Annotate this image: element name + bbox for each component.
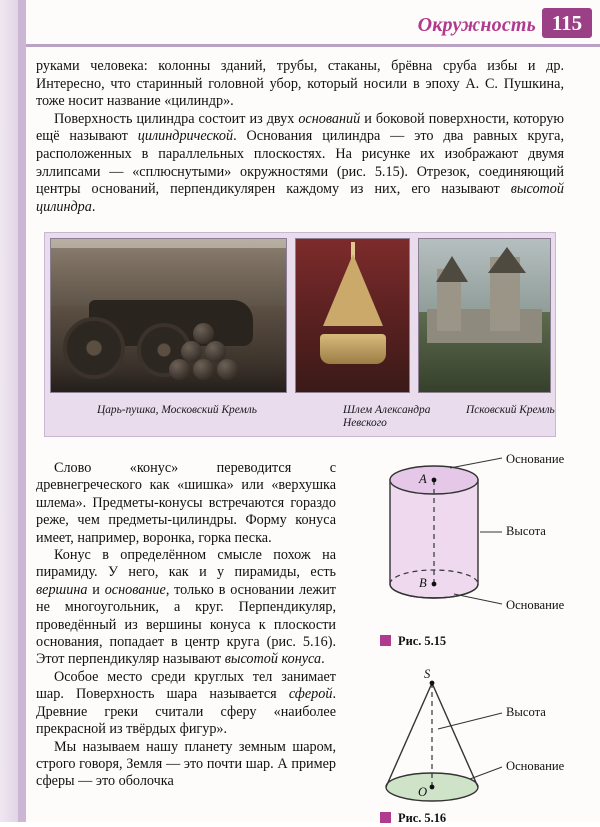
cp2-seg-g: . bbox=[321, 651, 325, 668]
page-header bbox=[26, 0, 600, 46]
cone-drawing bbox=[350, 667, 564, 819]
photo1-cannonball bbox=[181, 341, 202, 362]
col-paragraph-3 bbox=[36, 669, 336, 739]
figure-cylinder-caption bbox=[380, 634, 446, 649]
cp3-seg-c: . Древние греки считали сферу «наиболее прекрасной из твёрдых фигур». bbox=[36, 686, 336, 738]
photo-caption-2: Шлем Александра Невского bbox=[343, 404, 431, 429]
figure-cone-caption-text: Рис. 5.16 bbox=[398, 811, 447, 825]
header-divider bbox=[26, 44, 600, 47]
p2-em-osnovanij: оснований bbox=[298, 110, 361, 127]
photo-pskov-kremlin bbox=[418, 238, 551, 393]
page-number: 115 bbox=[542, 8, 592, 38]
right-figure-column bbox=[350, 452, 564, 827]
photo3-tower-roof bbox=[488, 247, 526, 273]
p2-seg-g: . bbox=[91, 198, 96, 215]
photo-tsar-cannon bbox=[50, 238, 287, 393]
photo2-helmet-band bbox=[320, 334, 386, 364]
photo1-cannonball bbox=[217, 359, 238, 380]
cp2-em-osnovanie: основание bbox=[104, 581, 166, 598]
p2-seg-a: Поверхность цилиндра состоит из двух bbox=[54, 110, 299, 127]
cp2-seg-c: и bbox=[87, 581, 105, 598]
intro-text-block bbox=[36, 58, 564, 216]
photo1-cannonball bbox=[169, 359, 190, 380]
cylinder-point-a: A bbox=[419, 472, 427, 486]
paragraph-1: руками человека: колонны зданий, трубы, стаканы, брёвна сруба избы и др. Интересно, что старинный головной убор, который носили в эпоху А. С. Пушкина, тоже носит название «цилиндр». bbox=[36, 58, 564, 110]
p2-em-vysotoj: высотой цилиндра bbox=[36, 181, 564, 215]
photo-caption-1: Царь-пушка, Московский Кремль bbox=[97, 404, 257, 416]
col-paragraph-2 bbox=[36, 547, 336, 669]
photo2-helmet-cone bbox=[323, 254, 383, 326]
p2-em-cilindricheskoj: цилиндрической bbox=[137, 128, 234, 145]
paragraph-2 bbox=[36, 111, 564, 217]
photo-helmet bbox=[295, 238, 410, 393]
cone-label-base: Основание bbox=[506, 759, 565, 773]
cylinder-label-bottom-base: Основание bbox=[506, 598, 565, 612]
cp2-seg-e: , только в основании лежит не многоугольник, а круг. Перпендикуляр, проведённый из вершины конуса к плоскости основания, попадает в центр круга (рис. 5.16). Этот перпендикуляр называют bbox=[36, 581, 336, 668]
cylinder-label-height: Высота bbox=[506, 524, 546, 538]
photo3-tower-roof bbox=[436, 256, 468, 282]
cone-label-height: Высота bbox=[506, 705, 546, 719]
figure-caption-bullet-icon bbox=[380, 812, 391, 823]
cp2-seg-a: Конус в определённом смысле похож на пирамиду. У него, как и у пирамиды, есть bbox=[36, 547, 336, 581]
col-paragraph-4: Мы называем нашу планету земным шаром, строго говоря, Земля — это почти шар. А пример сферы — это оболочка bbox=[36, 738, 336, 790]
figure-cylinder-caption-text: Рис. 5.15 bbox=[398, 634, 447, 648]
cp3-seg-a: Особое место среди круглых тел занимает шар. Поверхность шара называется bbox=[36, 668, 336, 703]
cone-center-label: O bbox=[418, 785, 428, 799]
cone-apex-label: S bbox=[424, 667, 431, 681]
photo1-cannonball bbox=[193, 323, 214, 344]
photo1-cannonball bbox=[205, 341, 226, 362]
cylinder-drawing bbox=[350, 452, 564, 642]
cp2-em-vysotoj-konusa: высотой конуса bbox=[224, 651, 322, 668]
cp2-em-vershina: вершина bbox=[36, 581, 88, 598]
figure-cone-caption bbox=[380, 811, 446, 826]
figure-caption-bullet-icon bbox=[380, 635, 391, 646]
chapter-title: Окружность bbox=[417, 14, 536, 36]
p2-seg-c: и боковой поверхности, которую ещё называют bbox=[36, 110, 564, 145]
col-paragraph-1: Слово «конус» переводится с древнегреческого как «шишка» или «верхушка шлема». Предметы-конусы встречаются гораздо реже, чем предметы-цилиндры. Форму конуса имеет, например, воронка, горка песка. bbox=[36, 460, 336, 546]
left-margin-stripe bbox=[18, 0, 26, 822]
cylinder-label-top-base: Основание bbox=[506, 452, 565, 466]
figure-cylinder bbox=[350, 452, 564, 657]
cylinder-point-b: B bbox=[419, 576, 427, 590]
p2-seg-e: . Основания цилиндра — это два равных круга, расположенных в параллельных плоскостях. На рисунке их изображают двумя эллипсами — «сплюснутыми» окружностями (рис. 5.15). Отрезок, соединяющий центры оснований, перпендикулярен каждому из них, его называют bbox=[36, 128, 564, 198]
figure-cone bbox=[350, 667, 564, 827]
photo-caption-3: Псковский Кремль bbox=[466, 404, 555, 416]
photo1-cannonball bbox=[193, 359, 214, 380]
photo-strip bbox=[44, 232, 556, 437]
left-margin-decoration bbox=[0, 0, 26, 822]
cp3-em-sferoj: сферой bbox=[288, 686, 333, 703]
left-text-column bbox=[36, 460, 336, 791]
photo1-wheel-left bbox=[63, 317, 125, 379]
